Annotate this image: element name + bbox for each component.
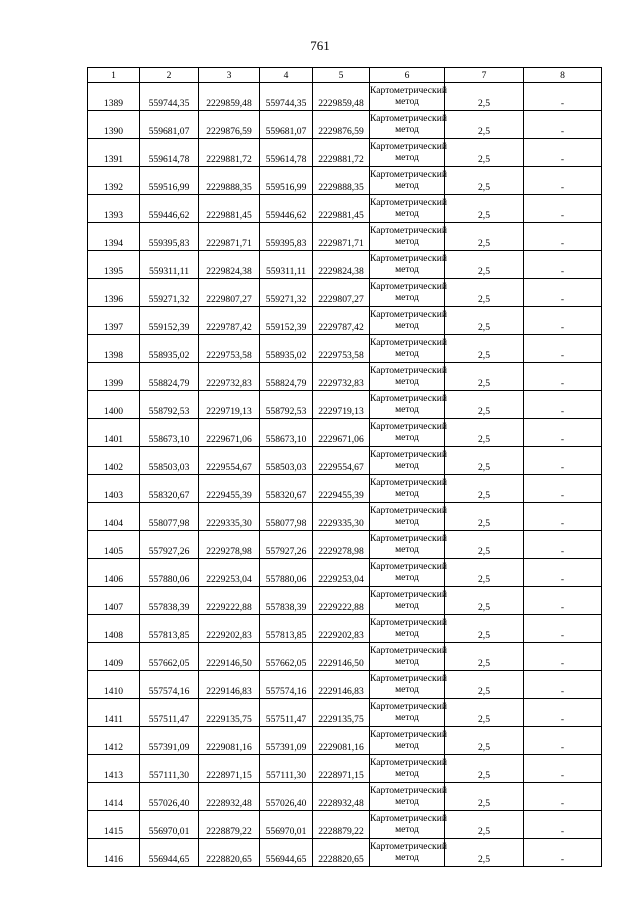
table-cell: 1412	[88, 727, 140, 755]
table-cell: 2,5	[445, 531, 524, 559]
table-cell: -	[524, 223, 602, 251]
table-cell: 559744,35	[140, 83, 199, 111]
table-cell: 1407	[88, 587, 140, 615]
table-row	[88, 755, 602, 783]
table-cell: -	[524, 699, 602, 727]
table-cell: 1389	[88, 83, 140, 111]
table-cell: 2,5	[445, 475, 524, 503]
table-cell: -	[524, 195, 602, 223]
table-cell: 559681,07	[140, 111, 199, 139]
coordinates-table	[87, 67, 602, 867]
table-cell: -	[524, 475, 602, 503]
table-cell: 557574,16	[260, 671, 313, 699]
table-cell: 1406	[88, 559, 140, 587]
table-cell: -	[524, 251, 602, 279]
table-row	[88, 83, 602, 111]
table-cell: Картометрический метод	[370, 195, 445, 223]
table-cell: 558077,98	[140, 503, 199, 531]
table-row	[88, 419, 602, 447]
table-cell: 559516,99	[140, 167, 199, 195]
table-cell: 558673,10	[140, 419, 199, 447]
table-cell: 559152,39	[260, 307, 313, 335]
table-cell: 2229876,59	[199, 111, 260, 139]
table-cell: 557511,47	[140, 699, 199, 727]
table-row	[88, 643, 602, 671]
table-cell: 2,5	[445, 83, 524, 111]
table-row	[88, 839, 602, 867]
table-cell: 2,5	[445, 335, 524, 363]
table-row	[88, 475, 602, 503]
table-cell: 1413	[88, 755, 140, 783]
table-row	[88, 783, 602, 811]
table-cell: 2,5	[445, 223, 524, 251]
table-cell: 1402	[88, 447, 140, 475]
table-cell: Картометрический метод	[370, 447, 445, 475]
table-cell: 2229253,04	[199, 559, 260, 587]
table-cell: 1392	[88, 167, 140, 195]
table-cell: 2,5	[445, 251, 524, 279]
table-cell: 559152,39	[140, 307, 199, 335]
column-header: 8	[524, 68, 602, 83]
table-cell: 2229335,30	[199, 503, 260, 531]
table-cell: 1403	[88, 475, 140, 503]
table-cell: -	[524, 279, 602, 307]
table-row	[88, 139, 602, 167]
table-cell: 2228879,22	[199, 811, 260, 839]
table-cell: 559395,83	[260, 223, 313, 251]
table-cell: 2229278,98	[199, 531, 260, 559]
table-header-row	[88, 68, 602, 83]
table-cell: 557927,26	[260, 531, 313, 559]
table-cell: 2229135,75	[313, 699, 370, 727]
table-cell: 1395	[88, 251, 140, 279]
table-row	[88, 307, 602, 335]
table-cell: Картометрический метод	[370, 279, 445, 307]
table-cell: 2,5	[445, 811, 524, 839]
table-cell: 559446,62	[260, 195, 313, 223]
table-row	[88, 587, 602, 615]
table-cell: 2229335,30	[313, 503, 370, 531]
table-cell: 559446,62	[140, 195, 199, 223]
table-cell: Картометрический метод	[370, 139, 445, 167]
table-cell: -	[524, 615, 602, 643]
table-cell: 2229888,35	[199, 167, 260, 195]
table-cell: -	[524, 727, 602, 755]
table-cell: -	[524, 503, 602, 531]
table-cell: 558320,67	[140, 475, 199, 503]
column-header: 6	[370, 68, 445, 83]
table-cell: 2229881,45	[199, 195, 260, 223]
table-row	[88, 251, 602, 279]
table-cell: -	[524, 811, 602, 839]
table-cell: 556970,01	[260, 811, 313, 839]
table-cell: 2229278,98	[313, 531, 370, 559]
table-cell: 2229859,48	[199, 83, 260, 111]
table-cell: -	[524, 419, 602, 447]
table-row	[88, 195, 602, 223]
table-row	[88, 363, 602, 391]
table-row	[88, 811, 602, 839]
table-cell: 2229881,72	[313, 139, 370, 167]
table-cell: Картометрический метод	[370, 391, 445, 419]
table-cell: 557111,30	[140, 755, 199, 783]
table-cell: 557813,85	[260, 615, 313, 643]
table-cell: 2229807,27	[313, 279, 370, 307]
column-header: 2	[140, 68, 199, 83]
table-cell: 1397	[88, 307, 140, 335]
table-cell: 1410	[88, 671, 140, 699]
table-cell: 559395,83	[140, 223, 199, 251]
table-cell: -	[524, 783, 602, 811]
table-cell: 557838,39	[140, 587, 199, 615]
table-cell: 558320,67	[260, 475, 313, 503]
table-row	[88, 727, 602, 755]
table-cell: Картометрический метод	[370, 363, 445, 391]
table-cell: 2229871,71	[313, 223, 370, 251]
table-cell: 2229146,83	[313, 671, 370, 699]
column-header: 3	[199, 68, 260, 83]
table-cell: 2,5	[445, 139, 524, 167]
table-cell: 558935,02	[140, 335, 199, 363]
table-cell: Картометрический метод	[370, 615, 445, 643]
table-cell: 556944,65	[140, 839, 199, 867]
table-cell: Картометрический метод	[370, 475, 445, 503]
table-cell: 557391,09	[260, 727, 313, 755]
table-cell: 2229881,45	[313, 195, 370, 223]
table-cell: Картометрический метод	[370, 587, 445, 615]
table-cell: 2229222,88	[199, 587, 260, 615]
table-cell: 1391	[88, 139, 140, 167]
table-cell: 2229455,39	[199, 475, 260, 503]
table-cell: Картометрический метод	[370, 699, 445, 727]
table-cell: 2229888,35	[313, 167, 370, 195]
table-cell: 2,5	[445, 783, 524, 811]
table-row	[88, 671, 602, 699]
table-cell: 2229824,38	[313, 251, 370, 279]
table-cell: 557111,30	[260, 755, 313, 783]
table-cell: 2,5	[445, 699, 524, 727]
table-cell: 2,5	[445, 307, 524, 335]
table-cell: 2229871,71	[199, 223, 260, 251]
table-cell: 557880,06	[140, 559, 199, 587]
table-cell: 2,5	[445, 447, 524, 475]
table-row	[88, 279, 602, 307]
table-cell: 2229859,48	[313, 83, 370, 111]
table-cell: Картометрический метод	[370, 811, 445, 839]
table-cell: 557838,39	[260, 587, 313, 615]
table-cell: 2229876,59	[313, 111, 370, 139]
table-cell: -	[524, 391, 602, 419]
table-cell: -	[524, 531, 602, 559]
column-header: 1	[88, 68, 140, 83]
table-cell: 2229732,83	[313, 363, 370, 391]
table-cell: 557662,05	[260, 643, 313, 671]
table-row	[88, 699, 602, 727]
table-cell: 2,5	[445, 755, 524, 783]
table-cell: 558503,03	[260, 447, 313, 475]
table-cell: 1416	[88, 839, 140, 867]
table-cell: 559271,32	[140, 279, 199, 307]
table-cell: 2,5	[445, 279, 524, 307]
table-cell: 2229807,27	[199, 279, 260, 307]
table-cell: 2229202,83	[313, 615, 370, 643]
table-cell: 1393	[88, 195, 140, 223]
table-cell: -	[524, 643, 602, 671]
table-cell: -	[524, 447, 602, 475]
table-cell: 1415	[88, 811, 140, 839]
table-cell: 1405	[88, 531, 140, 559]
table-cell: 559744,35	[260, 83, 313, 111]
table-cell: 2228971,15	[313, 755, 370, 783]
table-cell: 557026,40	[140, 783, 199, 811]
table-cell: 2,5	[445, 839, 524, 867]
table-cell: 557391,09	[140, 727, 199, 755]
table-cell: 2229787,42	[313, 307, 370, 335]
table-cell: Картометрический метод	[370, 727, 445, 755]
table-cell: 2229824,38	[199, 251, 260, 279]
table-cell: 2,5	[445, 111, 524, 139]
table-cell: Картометрический метод	[370, 419, 445, 447]
table-cell: 1400	[88, 391, 140, 419]
table-cell: 1409	[88, 643, 140, 671]
table-cell: 2229719,13	[313, 391, 370, 419]
table-cell: 2229753,58	[199, 335, 260, 363]
table-cell: Картометрический метод	[370, 671, 445, 699]
table-cell: 2229554,67	[199, 447, 260, 475]
table-cell: Картометрический метод	[370, 531, 445, 559]
table-cell: 559681,07	[260, 111, 313, 139]
table-cell: 559516,99	[260, 167, 313, 195]
table-cell: 2229753,58	[313, 335, 370, 363]
table-cell: 2,5	[445, 615, 524, 643]
table-cell: 1404	[88, 503, 140, 531]
table-cell: 558935,02	[260, 335, 313, 363]
table-cell: 2,5	[445, 643, 524, 671]
table-cell: -	[524, 671, 602, 699]
table-cell: 556944,65	[260, 839, 313, 867]
table-cell: 558792,53	[260, 391, 313, 419]
table-cell: Картометрический метод	[370, 335, 445, 363]
table-cell: 2229732,83	[199, 363, 260, 391]
table-cell: -	[524, 139, 602, 167]
table-cell: 557662,05	[140, 643, 199, 671]
table-cell: 558824,79	[140, 363, 199, 391]
table-cell: Картометрический метод	[370, 307, 445, 335]
table-cell: 2229253,04	[313, 559, 370, 587]
table-cell: 557927,26	[140, 531, 199, 559]
table-cell: 557880,06	[260, 559, 313, 587]
table-cell: 2229671,06	[199, 419, 260, 447]
table-cell: 2229455,39	[313, 475, 370, 503]
table-cell: 2,5	[445, 671, 524, 699]
table-cell: -	[524, 83, 602, 111]
table-row	[88, 111, 602, 139]
table-cell: Картометрический метод	[370, 839, 445, 867]
table-cell: 558792,53	[140, 391, 199, 419]
table-cell: 557813,85	[140, 615, 199, 643]
table-row	[88, 447, 602, 475]
table-cell: 2229081,16	[199, 727, 260, 755]
column-header: 7	[445, 68, 524, 83]
table-cell: 2229787,42	[199, 307, 260, 335]
table-row	[88, 391, 602, 419]
table-cell: -	[524, 307, 602, 335]
table-cell: Картометрический метод	[370, 559, 445, 587]
table-cell: -	[524, 335, 602, 363]
table-cell: Картометрический метод	[370, 643, 445, 671]
table-cell: 557574,16	[140, 671, 199, 699]
table-cell: 1411	[88, 699, 140, 727]
table-cell: 1396	[88, 279, 140, 307]
table-cell: 2,5	[445, 587, 524, 615]
table-row	[88, 223, 602, 251]
table-cell: 2229719,13	[199, 391, 260, 419]
table-cell: 1390	[88, 111, 140, 139]
table-row	[88, 335, 602, 363]
table-cell: 559311,11	[260, 251, 313, 279]
table-cell: 2,5	[445, 167, 524, 195]
table-cell: 557511,47	[260, 699, 313, 727]
table-row	[88, 559, 602, 587]
table-cell: 2229146,50	[199, 643, 260, 671]
table-cell: 557026,40	[260, 783, 313, 811]
table-cell: 2229222,88	[313, 587, 370, 615]
table-cell: Картометрический метод	[370, 167, 445, 195]
table-cell: -	[524, 587, 602, 615]
table-cell: 1401	[88, 419, 140, 447]
table-cell: 1394	[88, 223, 140, 251]
page-number: 761	[310, 38, 330, 53]
table-cell: -	[524, 167, 602, 195]
table-cell: 1408	[88, 615, 140, 643]
table-cell: Картометрический метод	[370, 755, 445, 783]
table-cell: 2,5	[445, 727, 524, 755]
table-cell: 2229081,16	[313, 727, 370, 755]
table-body	[88, 83, 602, 867]
table-cell: -	[524, 755, 602, 783]
table-cell: Картометрический метод	[370, 83, 445, 111]
table-cell: 1399	[88, 363, 140, 391]
table-cell: 2228820,65	[313, 839, 370, 867]
table-cell: 2229146,83	[199, 671, 260, 699]
table-cell: 558077,98	[260, 503, 313, 531]
table-cell: 2,5	[445, 503, 524, 531]
table-cell: Картометрический метод	[370, 111, 445, 139]
table-cell: Картометрический метод	[370, 223, 445, 251]
table-cell: 2,5	[445, 391, 524, 419]
table-cell: 2229554,67	[313, 447, 370, 475]
table-cell: 2229671,06	[313, 419, 370, 447]
table-cell: -	[524, 839, 602, 867]
column-header: 4	[260, 68, 313, 83]
table-row	[88, 167, 602, 195]
table-cell: 2228932,48	[199, 783, 260, 811]
table-cell: Картометрический метод	[370, 783, 445, 811]
table-cell: 2,5	[445, 195, 524, 223]
table-cell: Картометрический метод	[370, 251, 445, 279]
table-cell: 2229202,83	[199, 615, 260, 643]
table-cell: 1414	[88, 783, 140, 811]
table-cell: 2228879,22	[313, 811, 370, 839]
table-cell: Картометрический метод	[370, 503, 445, 531]
table-cell: 2228820,65	[199, 839, 260, 867]
table-row	[88, 531, 602, 559]
table-cell: 2229135,75	[199, 699, 260, 727]
table-cell: 559614,78	[260, 139, 313, 167]
table-row	[88, 503, 602, 531]
table-cell: 2228971,15	[199, 755, 260, 783]
table-cell: -	[524, 363, 602, 391]
table-row	[88, 615, 602, 643]
table-cell: -	[524, 559, 602, 587]
table-cell: 559311,11	[140, 251, 199, 279]
table-cell: -	[524, 111, 602, 139]
table-cell: 559271,32	[260, 279, 313, 307]
table-cell: 558673,10	[260, 419, 313, 447]
table-cell: 559614,78	[140, 139, 199, 167]
column-header: 5	[313, 68, 370, 83]
table-cell: 2,5	[445, 419, 524, 447]
table-cell: 1398	[88, 335, 140, 363]
table-cell: 2229881,72	[199, 139, 260, 167]
table-cell: 558503,03	[140, 447, 199, 475]
table-cell: 558824,79	[260, 363, 313, 391]
table-cell: 556970,01	[140, 811, 199, 839]
table-cell: 2,5	[445, 363, 524, 391]
table-cell: 2229146,50	[313, 643, 370, 671]
table-cell: 2,5	[445, 559, 524, 587]
table-cell: 2228932,48	[313, 783, 370, 811]
